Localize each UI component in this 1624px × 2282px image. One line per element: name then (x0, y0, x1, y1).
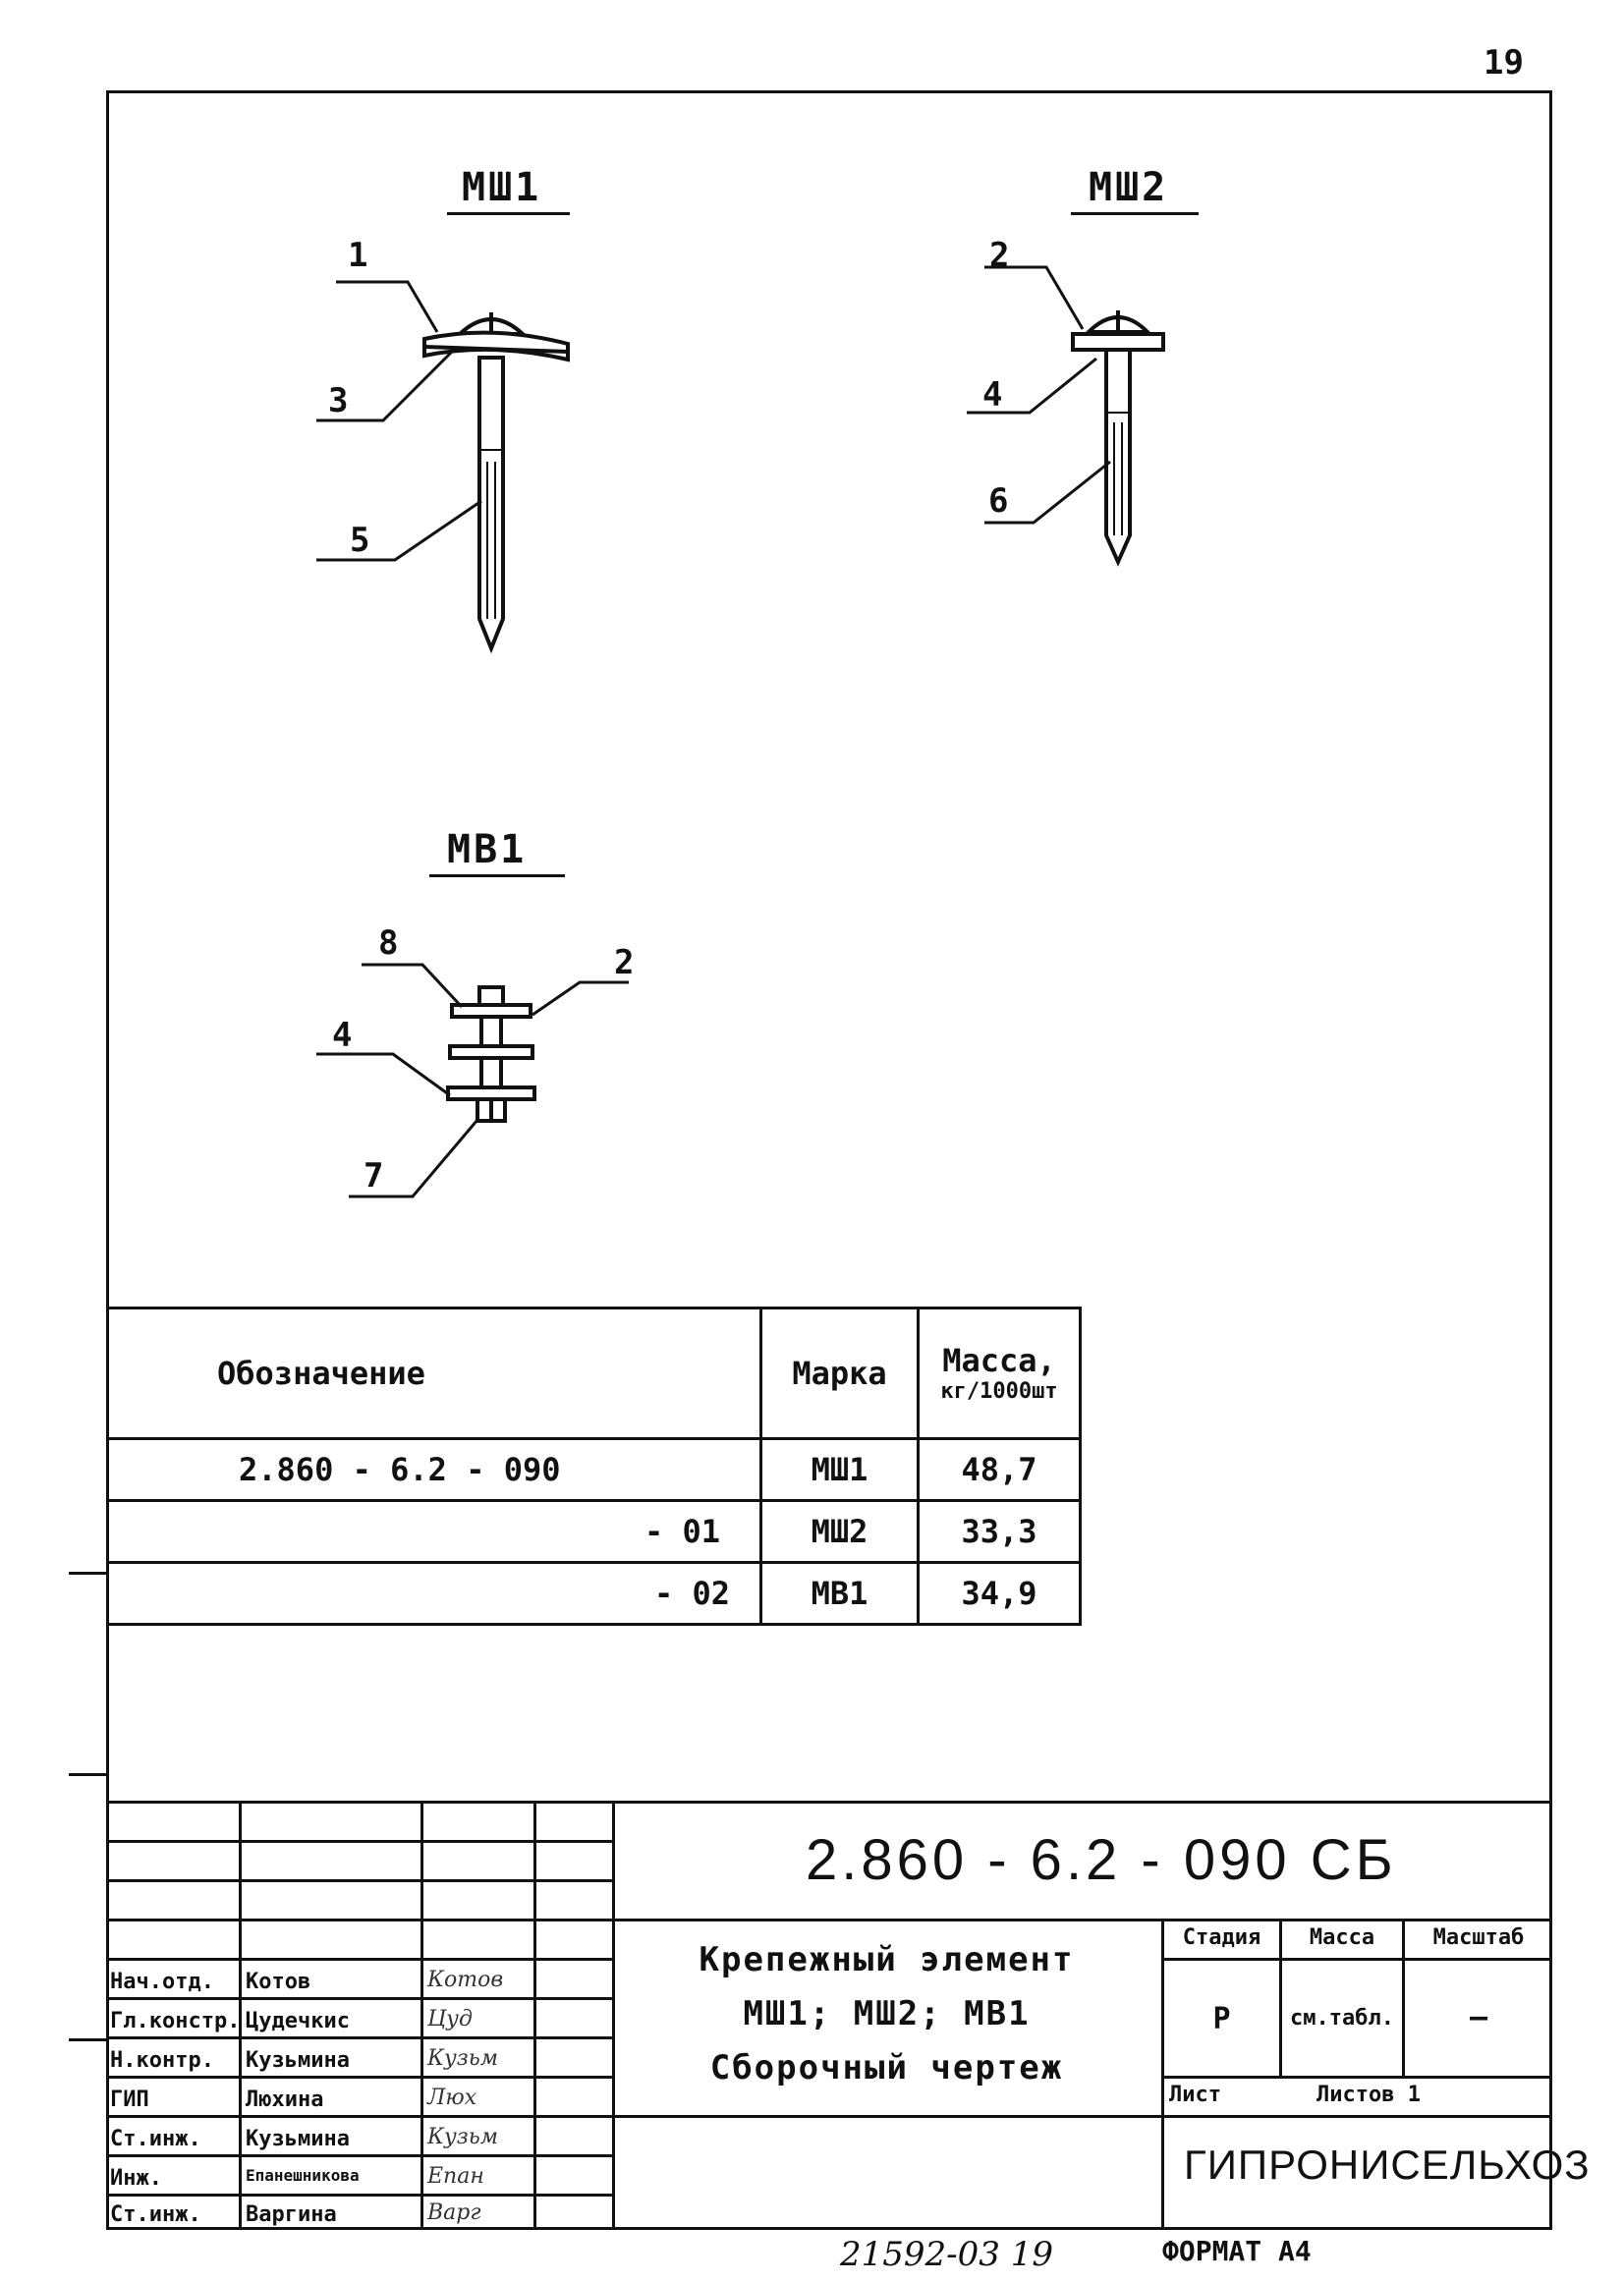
doc-name-line1: Крепежный элемент (699, 1940, 1075, 1979)
sig-name: Люхина (246, 2087, 324, 2112)
table-row (108, 1439, 1081, 1501)
doc-name-line3: Сборочный чертеж (709, 2048, 1064, 2087)
mass-header: Масса (1309, 1925, 1375, 1950)
mass-value: см.табл. (1290, 2006, 1394, 2031)
sig-name: Цудечкис (246, 2009, 350, 2033)
format-label: ФОРМАТ А4 (1162, 2235, 1312, 2267)
row-designation: 2.860 - 6.2 - 090 (108, 1439, 761, 1501)
header-mass (919, 1308, 1081, 1439)
callout-2b: 2 (614, 943, 635, 982)
document-code: 2.860 - 6.2 - 090 СБ (806, 1828, 1397, 1892)
sheet-number: 19 (1484, 43, 1524, 83)
inventory-number: 21592-03 19 (840, 2235, 1053, 2274)
callout-1: 1 (348, 236, 368, 275)
signature: Люх (427, 2086, 477, 2110)
row-mass: 34,9 (919, 1563, 1081, 1625)
stage-header: Стадия (1182, 1925, 1261, 1950)
row-mark: МШ1 (761, 1439, 919, 1501)
view-title-msh2: МШ2 (1089, 165, 1169, 210)
sig-role: ГИП (110, 2087, 149, 2112)
callout-3: 3 (328, 381, 349, 420)
screw-msh1-graphic (424, 312, 568, 648)
callout-2: 2 (989, 236, 1010, 275)
table-row (108, 1501, 1081, 1563)
sig-name: Епанешникова (246, 2166, 360, 2185)
sig-role: Инж. (110, 2166, 162, 2191)
row-mark: МВ1 (761, 1563, 919, 1625)
callout-5: 5 (350, 521, 370, 560)
sig-role: Гл.констр. (110, 2009, 241, 2033)
callout-7: 7 (364, 1156, 384, 1196)
sig-role: Нач.отд. (110, 1970, 214, 1994)
signature: Котов (427, 1968, 504, 1992)
row-mass: 33,3 (919, 1501, 1081, 1563)
margin-tick (69, 2038, 108, 2041)
signature: Цуд (427, 2007, 473, 2032)
header-mass-line1: Масса, (942, 1341, 1056, 1379)
stage-value: Р (1212, 2002, 1231, 2036)
row-mark: МШ2 (761, 1501, 919, 1563)
sig-role: Ст.инж. (110, 2127, 201, 2151)
signature: Кузьм (427, 2046, 499, 2071)
sig-name: Кузьмина (246, 2127, 350, 2151)
sig-name: Котов (246, 1970, 311, 1994)
header-mark: Марка (761, 1308, 919, 1439)
signature: Епан (427, 2164, 484, 2189)
scale-header: Масштаб (1432, 1925, 1525, 1950)
callout-4b: 4 (332, 1016, 353, 1055)
table-row (108, 1563, 1081, 1625)
sig-name: Варгина (246, 2202, 337, 2227)
margin-tick (69, 1773, 108, 1776)
organization: ГИПРОНИСЕЛЬХОЗ (1184, 2142, 1591, 2188)
scale-value: — (1469, 2000, 1488, 2034)
header-designation: Обозначение (108, 1308, 761, 1439)
view-title-msh1: МШ1 (462, 165, 542, 210)
margin-tick (69, 1572, 108, 1575)
doc-name-line2: МШ1; МШ2; МВ1 (743, 1994, 1031, 2033)
header-mass-line2: кг/1000шт (940, 1378, 1058, 1404)
sig-role: Н.контр. (110, 2048, 214, 2073)
callout-4: 4 (982, 375, 1003, 415)
row-mass: 48,7 (919, 1439, 1081, 1501)
sig-name: Кузьмина (246, 2048, 350, 2073)
row-designation: - 01 (108, 1501, 761, 1563)
row-designation: - 02 (108, 1563, 761, 1625)
sig-role: Ст.инж. (110, 2202, 201, 2227)
signature: Кузьм (427, 2125, 499, 2149)
sheet-label: Лист (1169, 2083, 1221, 2107)
callout-6: 6 (988, 481, 1009, 521)
callout-8: 8 (378, 923, 399, 963)
view-title-mv1: МВ1 (447, 827, 528, 872)
sheets-label: Листов 1 (1316, 2083, 1421, 2107)
screw-msh2-graphic (1073, 310, 1163, 562)
mass-table (106, 1307, 1082, 1626)
signature: Варг (427, 2200, 481, 2225)
